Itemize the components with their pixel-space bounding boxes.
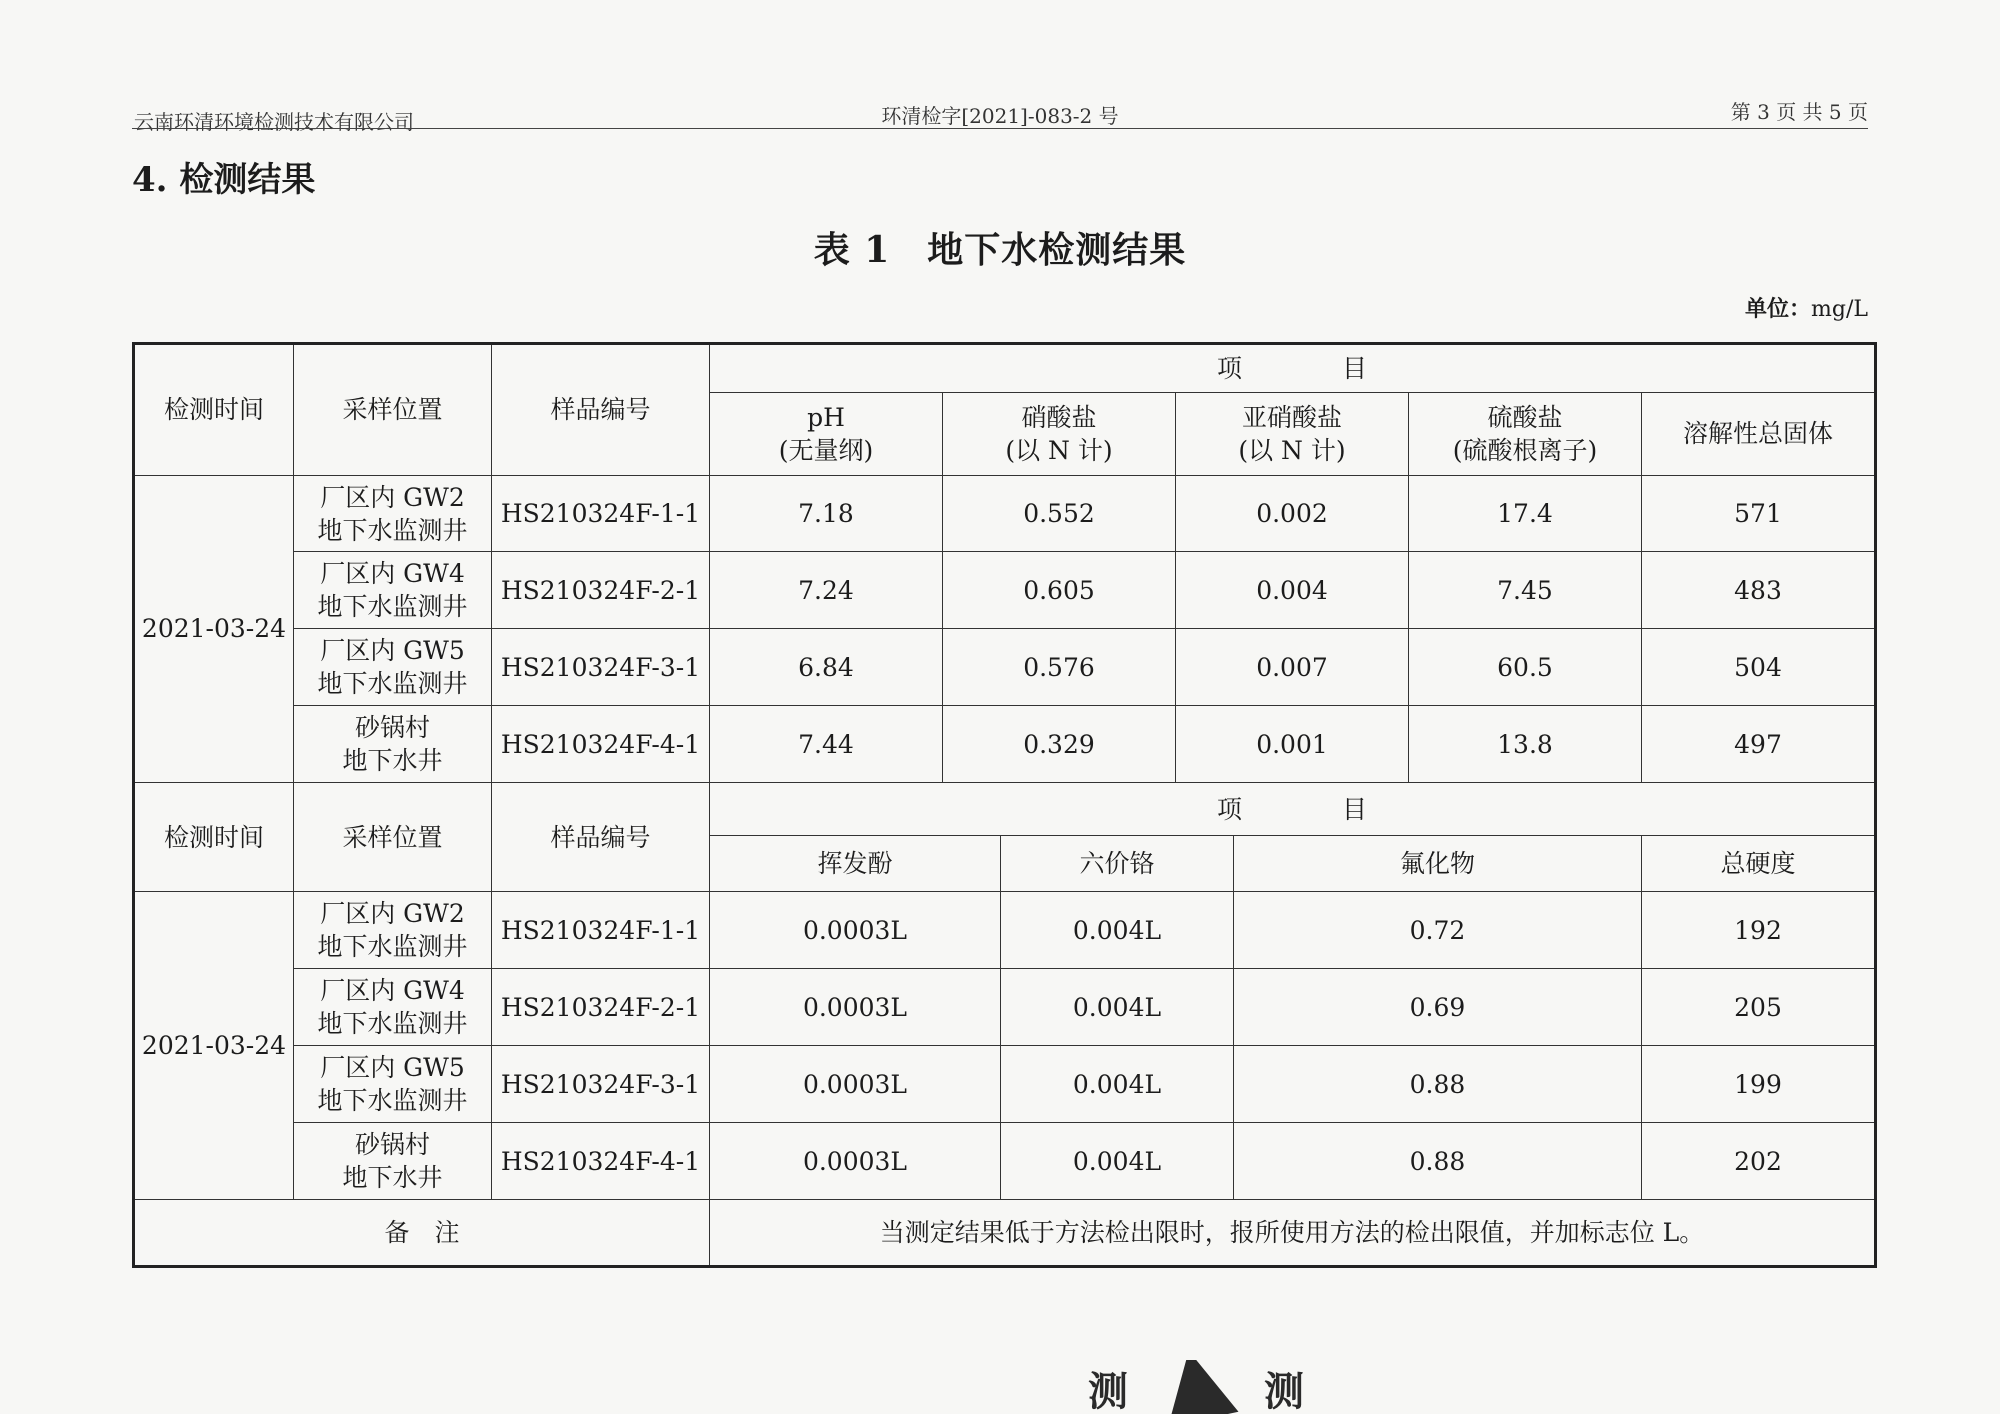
seal-char-right: 测 xyxy=(1264,1369,1304,1414)
col-nitrate-sub: (以 N 计) xyxy=(1005,435,1113,465)
seal-char-left: 测 xyxy=(1088,1369,1128,1414)
location-cell xyxy=(294,892,492,969)
results-table xyxy=(132,342,1877,1268)
official-seal-fragment xyxy=(1040,1360,1340,1414)
location-line1: 厂区内 GW4 xyxy=(320,976,465,1006)
value-total-hardness: 205 xyxy=(1642,969,1876,1046)
location-line2: 地下水井 xyxy=(342,1163,443,1193)
value-tds: 483 xyxy=(1642,552,1876,629)
col-nitrate-name: 硝酸盐 xyxy=(1021,402,1097,432)
location-line1: 厂区内 GW2 xyxy=(320,899,465,929)
value-ph: 7.44 xyxy=(710,706,943,783)
sample-id-cell: HS210324F-3-1 xyxy=(492,629,710,706)
table-row xyxy=(134,475,1876,552)
value-ph: 6.84 xyxy=(710,629,943,706)
value-nitrite: 0.004 xyxy=(1176,552,1409,629)
col-ph-name: pH xyxy=(807,402,845,432)
header-sample-id: 样品编号 xyxy=(492,344,710,476)
col-nitrite-sub: (以 N 计) xyxy=(1238,435,1346,465)
sample-id-cell: HS210324F-1-1 xyxy=(492,475,710,552)
location-cell xyxy=(294,552,492,629)
header-items: 项 目 xyxy=(710,344,1876,393)
results-table-wrapper xyxy=(132,342,1874,1268)
location-cell xyxy=(294,1123,492,1200)
value-total-hardness: 199 xyxy=(1642,1046,1876,1123)
value-nitrite: 0.002 xyxy=(1176,475,1409,552)
location-line2: 地下水监测井 xyxy=(317,1086,468,1116)
section-title: 4. 检测结果 xyxy=(132,160,316,200)
location-line2: 地下水监测井 xyxy=(317,515,468,545)
value-hexavalent-chromium: 0.004L xyxy=(1001,1046,1234,1123)
col-tds: 溶解性总固体 xyxy=(1642,392,1876,475)
table-row xyxy=(134,552,1876,629)
header-location: 采样位置 xyxy=(294,344,492,476)
location-line2: 地下水监测井 xyxy=(317,932,468,962)
value-nitrate: 0.552 xyxy=(943,475,1176,552)
sample-id-cell: HS210324F-3-1 xyxy=(492,1046,710,1123)
value-volatile-phenol: 0.0003L xyxy=(710,892,1001,969)
sample-id-cell: HS210324F-4-1 xyxy=(492,1123,710,1200)
value-volatile-phenol: 0.0003L xyxy=(710,1123,1001,1200)
value-sulfate: 60.5 xyxy=(1409,629,1642,706)
location-line1: 砂锅村 xyxy=(354,1130,430,1160)
value-nitrate: 0.605 xyxy=(943,552,1176,629)
location-cell xyxy=(294,969,492,1046)
header-items: 项 目 xyxy=(710,783,1876,836)
sample-id-cell: HS210324F-2-1 xyxy=(492,969,710,1046)
col-volatile-phenol: 挥发酚 xyxy=(710,835,1001,892)
unit-label xyxy=(1745,292,1868,323)
value-fluoride: 0.88 xyxy=(1234,1123,1642,1200)
location-cell xyxy=(294,706,492,783)
value-tds: 497 xyxy=(1642,706,1876,783)
location-line1: 厂区内 GW5 xyxy=(320,636,465,666)
col-ph-sub: (无量纲) xyxy=(778,435,874,465)
value-ph: 7.18 xyxy=(710,475,943,552)
sample-id-cell: HS210324F-2-1 xyxy=(492,552,710,629)
value-volatile-phenol: 0.0003L xyxy=(710,1046,1001,1123)
location-line1: 砂锅村 xyxy=(354,713,430,743)
value-sulfate: 13.8 xyxy=(1409,706,1642,783)
col-nitrite xyxy=(1176,392,1409,475)
table-row xyxy=(134,1123,1876,1200)
company-name: 云南环清环境检测技术有限公司 xyxy=(134,110,414,134)
sampling-date-2: 2021-03-24 xyxy=(134,892,294,1200)
location-line2: 地下水监测井 xyxy=(317,669,468,699)
unit-value: mg/L xyxy=(1811,297,1868,322)
value-nitrite: 0.007 xyxy=(1176,629,1409,706)
location-line1: 厂区内 GW5 xyxy=(320,1053,465,1083)
sample-id-cell: HS210324F-4-1 xyxy=(492,706,710,783)
value-hexavalent-chromium: 0.004L xyxy=(1001,892,1234,969)
value-fluoride: 0.69 xyxy=(1234,969,1642,1046)
col-sulfate xyxy=(1409,392,1642,475)
location-line1: 厂区内 GW2 xyxy=(320,482,465,512)
unit-label-text: 单位： xyxy=(1745,296,1812,322)
location-line1: 厂区内 GW4 xyxy=(320,559,465,589)
value-sulfate: 7.45 xyxy=(1409,552,1642,629)
col-ph xyxy=(710,392,943,475)
col-hexavalent-chromium: 六价铬 xyxy=(1001,835,1234,892)
value-hexavalent-chromium: 0.004L xyxy=(1001,1123,1234,1200)
header-sample-id: 样品编号 xyxy=(492,783,710,892)
sampling-date-1: 2021-03-24 xyxy=(134,475,294,783)
header-time: 检测时间 xyxy=(134,344,294,476)
table-row xyxy=(134,1046,1876,1123)
location-cell xyxy=(294,1046,492,1123)
value-nitrite: 0.001 xyxy=(1176,706,1409,783)
remarks-row xyxy=(134,1200,1876,1267)
header-divider xyxy=(132,128,1868,129)
col-total-hardness: 总硬度 xyxy=(1642,835,1876,892)
value-fluoride: 0.88 xyxy=(1234,1046,1642,1123)
col-sulfate-name: 硫酸盐 xyxy=(1487,402,1563,432)
value-tds: 571 xyxy=(1642,475,1876,552)
value-ph: 7.24 xyxy=(710,552,943,629)
page-number: 第 3 页 共 5 页 xyxy=(1730,100,1868,124)
value-tds: 504 xyxy=(1642,629,1876,706)
table-row xyxy=(134,969,1876,1046)
col-sulfate-sub: (硫酸根离子) xyxy=(1452,435,1598,465)
value-nitrate: 0.329 xyxy=(943,706,1176,783)
table-row xyxy=(134,892,1876,969)
table-row xyxy=(134,706,1876,783)
location-cell xyxy=(294,475,492,552)
location-line2: 地下水监测井 xyxy=(317,592,468,622)
col-nitrite-name: 亚硝酸盐 xyxy=(1241,402,1342,432)
location-cell xyxy=(294,629,492,706)
value-total-hardness: 192 xyxy=(1642,892,1876,969)
report-number: 环清检字[2021]-083-2 号 xyxy=(881,104,1119,128)
remarks-label: 备 注 xyxy=(134,1200,710,1267)
table-row xyxy=(134,629,1876,706)
value-nitrate: 0.576 xyxy=(943,629,1176,706)
value-hexavalent-chromium: 0.004L xyxy=(1001,969,1234,1046)
seal-star-icon xyxy=(1154,1360,1239,1414)
header-time: 检测时间 xyxy=(134,783,294,892)
sample-id-cell: HS210324F-1-1 xyxy=(492,892,710,969)
remarks-text: 当测定结果低于方法检出限时，报所使用方法的检出限值，并加标志位 L。 xyxy=(710,1200,1876,1267)
value-fluoride: 0.72 xyxy=(1234,892,1642,969)
location-line2: 地下水监测井 xyxy=(317,1009,468,1039)
value-total-hardness: 202 xyxy=(1642,1123,1876,1200)
col-fluoride: 氟化物 xyxy=(1234,835,1642,892)
col-nitrate xyxy=(943,392,1176,475)
header-location: 采样位置 xyxy=(294,783,492,892)
table-title: 表 1 地下水检测结果 xyxy=(813,229,1187,271)
location-line2: 地下水井 xyxy=(342,746,443,776)
value-sulfate: 17.4 xyxy=(1409,475,1642,552)
value-volatile-phenol: 0.0003L xyxy=(710,969,1001,1046)
